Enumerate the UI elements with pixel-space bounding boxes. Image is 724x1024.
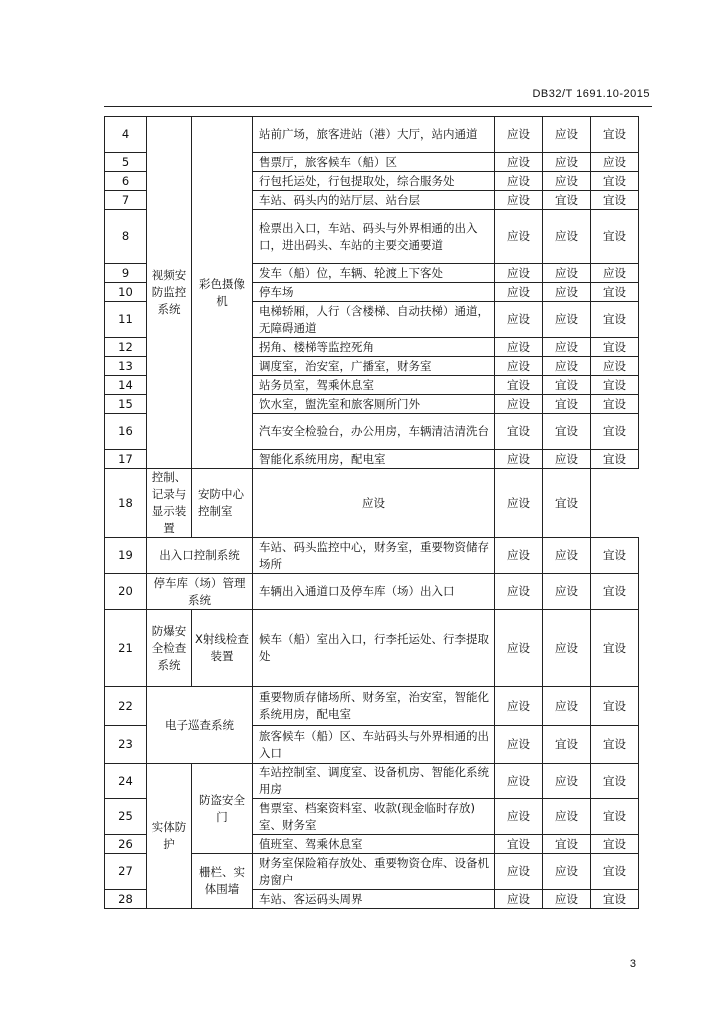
installation-location: 电梯轿厢，人行（含楼梯、自动扶梯）通道，无障碍通道 (253, 302, 495, 338)
requirement-level-2: 应设 (543, 538, 591, 574)
installation-location: 车站、码头内的站厅层、站台层 (253, 191, 495, 210)
installation-location: 车站控制室、调度室、设备机房、智能化系统用房 (253, 764, 495, 799)
requirement-level-3: 宜设 (591, 395, 639, 414)
row-number: 20 (105, 574, 147, 610)
installation-location: 汽车安全检验台，办公用房，车辆清洁清洗台 (253, 414, 495, 450)
installation-location: 售票室、档案资料室、收款(现金临时存放)室、财务室 (253, 799, 495, 835)
installation-location: 旅客候车（船）区、车站码头与外界相通的出入口 (253, 726, 495, 764)
row-number: 19 (105, 538, 147, 574)
group-physical-protection: 实体防护 (147, 764, 192, 909)
requirement-level-2: 应设 (543, 264, 591, 283)
row-number: 6 (105, 172, 147, 191)
table-body (105, 117, 639, 909)
installation-location: 检票出入口，车站、码头与外界相通的出入口，进出码头、车站的主要交通要道 (253, 210, 495, 264)
group-patrol-system: 电子巡查系统 (147, 687, 253, 764)
requirement-level-2: 应设 (543, 854, 591, 890)
installation-location: 重要物质存储场所、财务室，治安室，智能化系统用房，配电室 (253, 687, 495, 726)
installation-location: 调度室，治安室，广播室，财务室 (253, 357, 495, 376)
requirement-level-2: 应设 (543, 153, 591, 172)
requirement-level-1: 应设 (495, 172, 543, 191)
installation-location: 停车场 (253, 283, 495, 302)
group-control-device: 控制、记录与显示装置 (147, 469, 192, 538)
row-number: 22 (105, 687, 147, 726)
group-parking-system: 停车库（场）管理系统 (147, 574, 253, 610)
installation-location: 售票厅，旅客候车（船）区 (253, 153, 495, 172)
requirement-level-3: 宜设 (591, 799, 639, 835)
requirement-level-3: 宜设 (591, 376, 639, 395)
table-row (105, 764, 639, 799)
header-rule (104, 106, 652, 107)
requirement-level-3: 宜设 (591, 854, 639, 890)
requirement-level-3: 宜设 (591, 538, 639, 574)
requirement-level-1: 应设 (253, 469, 495, 538)
installation-location: 发车（船）位，车辆、轮渡上下客处 (253, 264, 495, 283)
requirement-level-1: 应设 (495, 210, 543, 264)
requirement-level-3: 宜设 (591, 191, 639, 210)
requirement-level-2: 应设 (543, 450, 591, 469)
requirement-level-1: 应设 (495, 687, 543, 726)
group-access-control: 出入口控制系统 (147, 538, 253, 574)
installation-location: 车站、客运码头周界 (253, 890, 495, 909)
table-row (105, 574, 639, 610)
requirement-level-2: 应设 (543, 210, 591, 264)
requirement-level-2: 宜设 (543, 726, 591, 764)
group-xray-device: X射线检查装置 (192, 610, 253, 687)
requirement-level-3: 宜设 (591, 414, 639, 450)
requirement-level-3: 宜设 (591, 687, 639, 726)
row-number: 8 (105, 210, 147, 264)
requirement-level-2: 应设 (543, 283, 591, 302)
installation-location: 车辆出入通道口及停车库（场）出入口 (253, 574, 495, 610)
requirement-level-1: 应设 (495, 191, 543, 210)
requirement-level-2: 宜设 (543, 191, 591, 210)
row-number: 26 (105, 835, 147, 854)
installation-location: 站前广场，旅客进站（港）大厅，站内通道 (253, 117, 495, 153)
requirement-level-3: 宜设 (591, 574, 639, 610)
requirement-level-3: 宜设 (591, 726, 639, 764)
requirement-level-1: 应设 (495, 302, 543, 338)
requirement-level-3: 宜设 (591, 835, 639, 854)
group-video-system: 视频安防监控系统 (147, 117, 192, 469)
installation-location: 智能化系统用房，配电室 (253, 450, 495, 469)
requirement-level-3: 应设 (591, 357, 639, 376)
requirement-level-2: 应设 (543, 799, 591, 835)
requirement-level-2: 应设 (543, 687, 591, 726)
requirement-level-2: 宜设 (543, 835, 591, 854)
requirement-level-3: 应设 (591, 264, 639, 283)
row-number: 18 (105, 469, 147, 538)
requirement-level-3: 宜设 (543, 469, 591, 538)
requirement-level-1: 应设 (495, 357, 543, 376)
requirement-level-3: 宜设 (591, 302, 639, 338)
requirement-level-1: 应设 (495, 890, 543, 909)
table-row (105, 610, 639, 687)
requirement-level-1: 应设 (495, 338, 543, 357)
requirement-level-2: 应设 (543, 764, 591, 799)
installation-location: 安防中心控制室 (192, 469, 253, 538)
requirement-level-1: 应设 (495, 450, 543, 469)
table-row (105, 538, 639, 574)
requirement-level-1: 应设 (495, 264, 543, 283)
installation-location: 车站、码头监控中心，财务室，重要物资储存场所 (253, 538, 495, 574)
group-explosion-check: 防爆安全检查系统 (147, 610, 192, 687)
row-number: 15 (105, 395, 147, 414)
row-number: 24 (105, 764, 147, 799)
row-number: 11 (105, 302, 147, 338)
installation-location: 候车（船）室出入口，行李托运处、行李提取处 (253, 610, 495, 687)
requirement-level-3: 宜设 (591, 172, 639, 191)
requirement-level-2: 应设 (543, 357, 591, 376)
page-number: 3 (629, 958, 636, 970)
security-requirements-table (104, 116, 639, 909)
installation-location: 拐角、楼梯等监控死角 (253, 338, 495, 357)
requirement-level-1: 应设 (495, 395, 543, 414)
row-number: 28 (105, 890, 147, 909)
group-fence-wall: 栅栏、实体围墙 (192, 854, 253, 909)
requirement-level-2: 应设 (543, 172, 591, 191)
requirement-level-1: 宜设 (495, 414, 543, 450)
requirement-level-2: 应设 (495, 469, 543, 538)
requirement-level-1: 宜设 (495, 835, 543, 854)
requirement-level-3: 宜设 (591, 610, 639, 687)
requirement-level-3: 宜设 (591, 283, 639, 302)
requirement-level-2: 应设 (543, 338, 591, 357)
requirement-level-1: 应设 (495, 854, 543, 890)
requirement-level-3: 宜设 (591, 890, 639, 909)
requirement-level-1: 应设 (495, 726, 543, 764)
requirement-level-1: 应设 (495, 117, 543, 153)
document-code: DB32/T 1691.10-2015 (532, 88, 650, 100)
installation-location: 饮水室，盥洗室和旅客厕所门外 (253, 395, 495, 414)
row-number: 23 (105, 726, 147, 764)
requirement-level-1: 应设 (495, 610, 543, 687)
requirement-level-2: 宜设 (543, 376, 591, 395)
installation-location: 财务室保险箱存放处、重要物资仓库、设备机房窗户 (253, 854, 495, 890)
row-number: 12 (105, 338, 147, 357)
requirement-level-1: 应设 (495, 283, 543, 302)
requirement-level-1: 应设 (495, 538, 543, 574)
requirement-level-2: 应设 (543, 890, 591, 909)
requirement-level-3: 宜设 (591, 764, 639, 799)
row-number: 21 (105, 610, 147, 687)
row-number: 10 (105, 283, 147, 302)
requirement-level-2: 应设 (543, 117, 591, 153)
requirement-level-3: 应设 (591, 153, 639, 172)
row-number: 4 (105, 117, 147, 153)
table-row (105, 117, 639, 153)
requirement-level-1: 应设 (495, 153, 543, 172)
row-number: 16 (105, 414, 147, 450)
requirement-level-1: 宜设 (495, 376, 543, 395)
row-number: 27 (105, 854, 147, 890)
requirement-level-2: 宜设 (543, 414, 591, 450)
requirement-level-2: 应设 (543, 302, 591, 338)
requirement-level-3: 宜设 (591, 210, 639, 264)
requirement-level-1: 应设 (495, 799, 543, 835)
requirement-level-2: 应设 (543, 610, 591, 687)
row-number: 13 (105, 357, 147, 376)
requirement-level-3: 宜设 (591, 117, 639, 153)
row-number: 5 (105, 153, 147, 172)
installation-location: 站务员室，驾乘休息室 (253, 376, 495, 395)
row-number: 9 (105, 264, 147, 283)
requirement-level-1: 应设 (495, 764, 543, 799)
table-row (105, 687, 639, 726)
requirement-level-1: 应设 (495, 574, 543, 610)
row-number: 17 (105, 450, 147, 469)
table-row (105, 469, 639, 538)
row-number: 14 (105, 376, 147, 395)
group-color-camera: 彩色摄像机 (192, 117, 253, 469)
requirement-level-2: 应设 (543, 574, 591, 610)
requirement-level-3: 宜设 (591, 338, 639, 357)
group-security-door: 防盗安全门 (192, 764, 253, 854)
installation-location: 行包托运处，行包提取处，综合服务处 (253, 172, 495, 191)
requirement-level-3: 宜设 (591, 450, 639, 469)
row-number: 25 (105, 799, 147, 835)
installation-location: 值班室、驾乘休息室 (253, 835, 495, 854)
requirement-level-2: 宜设 (543, 395, 591, 414)
row-number: 7 (105, 191, 147, 210)
